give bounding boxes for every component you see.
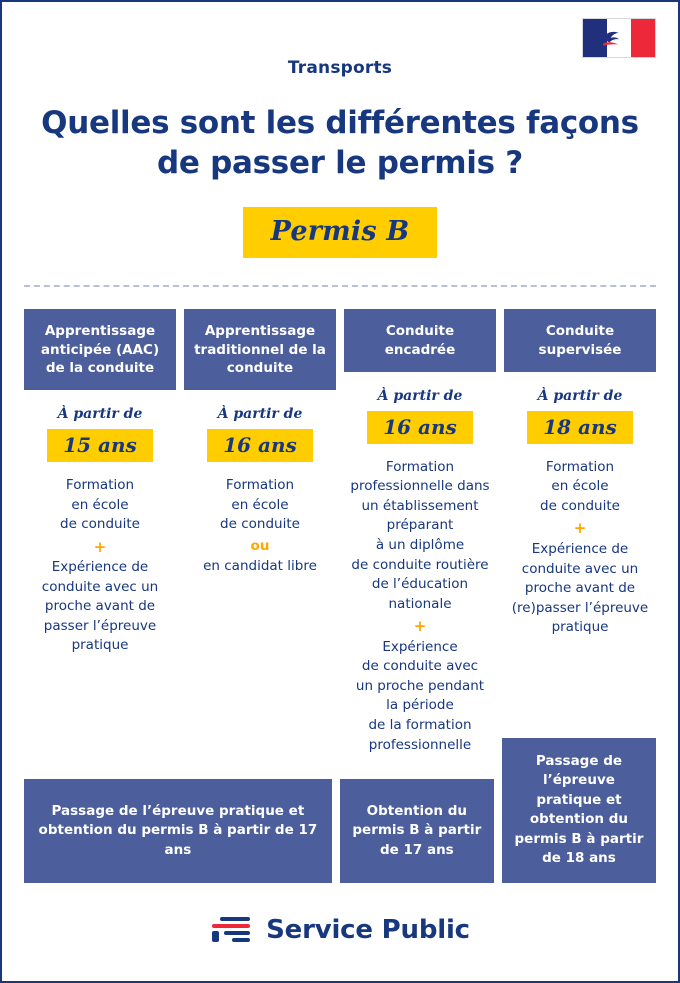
- age-wrap: [184, 429, 336, 462]
- outcome-box-supervisee: Passage de l’épreuve pratique et obtention du permis B à partir de 18 ans: [502, 738, 656, 883]
- ou-separator: ou: [250, 537, 270, 554]
- body-line: la période: [386, 697, 454, 714]
- column-body: [24, 476, 176, 656]
- column-body: [504, 458, 656, 638]
- age-badge: 15 ans: [47, 429, 153, 462]
- kicker-label: Transports: [287, 58, 393, 78]
- from-label: À partir de: [57, 406, 143, 422]
- body-line: nationale: [388, 595, 452, 612]
- plus-separator: +: [413, 617, 427, 636]
- body-line: de conduite routière: [351, 556, 489, 573]
- body-line: de l’éducation: [371, 576, 469, 593]
- column-header: Conduite supervisée: [504, 309, 656, 371]
- column-aac: [24, 309, 176, 656]
- marianne-icon: [599, 27, 625, 49]
- age-wrap: [344, 411, 496, 444]
- footer-boxes: [24, 738, 656, 883]
- body-line: professionnelle dans: [350, 478, 490, 495]
- permis-badge-wrap: [2, 207, 678, 258]
- age-wrap: [24, 429, 176, 462]
- body-line: de conduite: [220, 516, 300, 533]
- column-body: [344, 458, 496, 755]
- body-line: professionnelle: [368, 736, 472, 753]
- from-label: À partir de: [217, 406, 303, 422]
- age-wrap: [504, 411, 656, 444]
- age-badge: 18 ans: [527, 411, 633, 444]
- body-line: Formation: [385, 458, 455, 475]
- from-label: À partir de: [377, 387, 463, 404]
- body-line: un proche pendant: [355, 677, 485, 694]
- body-line: en école: [231, 496, 289, 513]
- column-traditionnel: [184, 309, 336, 576]
- column-header: Apprentissage anticipée (AAC) de la conduite: [24, 309, 176, 390]
- body-line: (re)passer l’épreuve: [511, 599, 649, 616]
- body-line: proche avant de: [524, 580, 636, 597]
- flag-red-band: [631, 19, 655, 57]
- column-header: Conduite encadrée: [344, 309, 496, 371]
- body-line: de la formation: [368, 717, 472, 734]
- column-supervisee: [504, 309, 656, 637]
- plus-separator: +: [93, 537, 107, 556]
- body-line: Expérience de: [51, 559, 149, 576]
- body-line: passer l’épreuve: [43, 617, 157, 634]
- brand-footer: [2, 915, 678, 945]
- body-line: de conduite: [540, 497, 620, 514]
- brand-name: Service Public: [266, 915, 470, 945]
- permis-badge: Permis B: [243, 207, 438, 258]
- body-line: en école: [71, 496, 129, 513]
- outcome-box-encadree: Obtention du permis B à partir de 17 ans: [340, 779, 494, 883]
- body-line: conduite avec un: [521, 560, 639, 577]
- from-label: À partir de: [537, 387, 623, 404]
- body-line: pratique: [551, 619, 609, 636]
- body-line: proche avant de: [44, 598, 156, 615]
- body-line: de conduite avec: [361, 658, 479, 675]
- flag-white-band: [607, 19, 631, 57]
- body-line: pratique: [71, 637, 129, 654]
- body-line: conduite avec un: [41, 578, 159, 595]
- body-line: Formation: [225, 477, 295, 493]
- column-body: [184, 476, 336, 577]
- age-badge: 16 ans: [367, 411, 473, 444]
- french-flag-icon: [582, 18, 656, 58]
- body-line: Expérience de: [531, 540, 629, 557]
- body-line: Formation: [545, 458, 615, 475]
- dashed-divider: [24, 285, 656, 287]
- body-line: Formation: [65, 477, 135, 493]
- outcome-box-aac-traditionnel: Passage de l’épreuve pratique et obtention du permis B à partir de 17 ans: [24, 779, 332, 883]
- body-line: de conduite: [60, 516, 140, 533]
- body-line: en école: [551, 478, 609, 495]
- age-badge: 16 ans: [207, 429, 313, 462]
- service-public-logo-icon: [210, 915, 254, 945]
- columns-container: [2, 309, 678, 755]
- body-line: Expérience: [382, 638, 458, 655]
- body-line: un établissement: [361, 497, 479, 514]
- body-line: en candidat libre: [203, 558, 317, 575]
- page-title: Quelles sont les différentes façons de passer le permis ?: [41, 105, 639, 181]
- body-line: à un diplôme: [375, 537, 465, 554]
- plus-separator: +: [573, 519, 587, 538]
- column-encadree: [344, 309, 496, 755]
- column-header: Apprentissage traditionnel de la conduite: [184, 309, 336, 390]
- body-line: préparant: [386, 517, 454, 534]
